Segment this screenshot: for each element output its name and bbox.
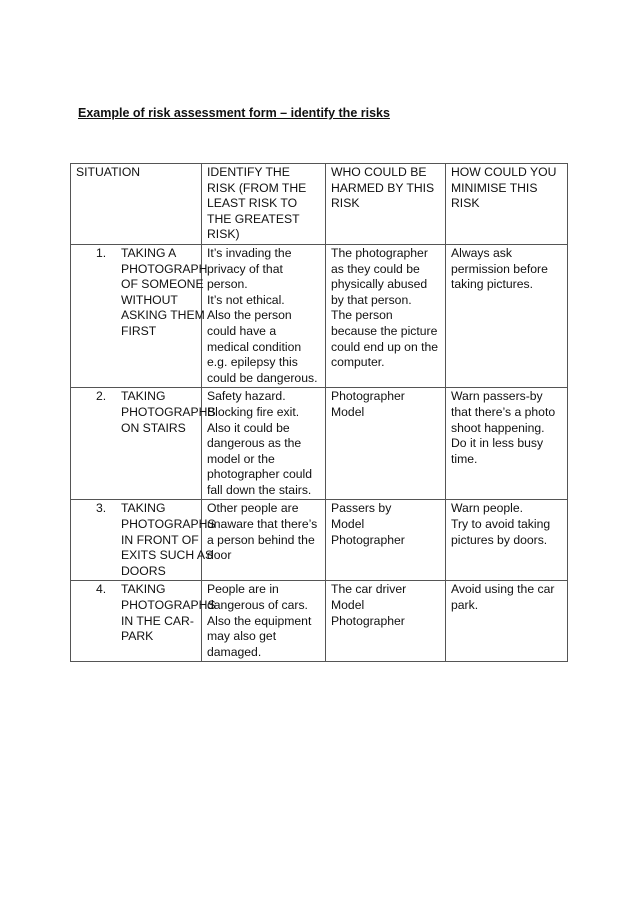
risk-line: Safety hazard. [207, 389, 286, 404]
who-cell [326, 581, 446, 662]
who-cell [326, 388, 446, 500]
header-who-harmed: WHO COULD BE HARMED BY THIS RISK [326, 164, 446, 245]
row-number: 1. [96, 245, 107, 260]
risk-line: Also the person could have a medical condition e.g. epilepsy this could be dangerous. [207, 308, 318, 385]
minimise-cell [446, 581, 568, 662]
risk-line: It’s not ethical. [207, 292, 285, 307]
table-row [71, 581, 568, 662]
risk-line: It’s invading the privacy of that person. [207, 245, 292, 292]
situation-text: TAKING PHOTOGRAPHS IN FRONT OF EXITS SUCH AS DOORS [121, 501, 216, 578]
minimise-cell [446, 244, 568, 387]
minimise-line: Avoid using the car park. [451, 582, 555, 613]
minimise-line: Try to avoid taking pictures by doors. [451, 517, 551, 547]
risk-cell [202, 581, 326, 662]
who-line: The photographer as they could be physically abused by that person. [331, 245, 428, 307]
row-number: 3. [96, 501, 107, 516]
who-line: The person because the picture could end up on the computer. [331, 308, 439, 370]
minimise-line: Warn people. [451, 501, 524, 516]
table-row [71, 388, 568, 500]
who-line: Model [331, 517, 365, 532]
row-number: 2. [96, 389, 107, 404]
who-line: Photographer [331, 532, 405, 547]
who-cell [326, 244, 446, 387]
who-line: Model [331, 404, 365, 419]
table-row [71, 244, 568, 387]
who-line: Photographer [331, 613, 405, 628]
minimise-cell [446, 500, 568, 581]
minimise-cell [446, 388, 568, 500]
who-cell [326, 500, 446, 581]
minimise-line: Do it in less busy time. [451, 436, 544, 466]
risk-cell [202, 244, 326, 387]
risk-cell [202, 388, 326, 500]
situation-cell [71, 581, 216, 662]
table-row [71, 500, 568, 581]
risk-line: Also it could be dangerous as the model or the photographer could fall down the stairs. [207, 420, 313, 497]
situation-text: TAKING PHOTOGRAPHS ON STAIRS [121, 389, 216, 435]
header-minimise-risk: HOW COULD YOU MINIMISE THIS RISK [446, 164, 568, 245]
header-situation: SITUATION [71, 164, 202, 245]
who-line: Model [331, 598, 365, 613]
risk-line: People are in dangerous of cars. [207, 582, 308, 613]
header-identify-risk: IDENTIFY THE RISK (FROM THE LEAST RISK TO THE GREATEST RISK) [202, 164, 326, 245]
situation-cell [71, 388, 216, 500]
document-title: Example of risk assessment form – identify the risks [78, 106, 390, 120]
risk-line: Blocking fire exit. [207, 404, 300, 419]
situation-cell [71, 500, 216, 581]
minimise-line: Warn passers-by that there’s a photo shoot happening. [451, 389, 556, 435]
who-line: Photographer [331, 389, 405, 404]
row-number: 4. [96, 582, 107, 597]
risk-line: Also the equipment may also get damaged. [207, 613, 312, 659]
situation-text: TAKING PHOTOGRAPHS IN THE CAR-PARK [121, 582, 216, 644]
risk-line: Other people are unaware that there’s a person behind the door [207, 501, 318, 563]
who-line: Passers by [331, 501, 392, 516]
situation-text: TAKING A PHOTOGRAPH OF SOMEONE WITHOUT ASKING THEM FIRST [121, 245, 208, 338]
risk-assessment-table [70, 163, 568, 662]
table-header-row [71, 164, 568, 245]
who-line: The car driver [331, 582, 407, 597]
risk-cell [202, 500, 326, 581]
situation-cell [71, 244, 208, 387]
minimise-line: Always ask permission before taking pictures. [451, 245, 548, 292]
